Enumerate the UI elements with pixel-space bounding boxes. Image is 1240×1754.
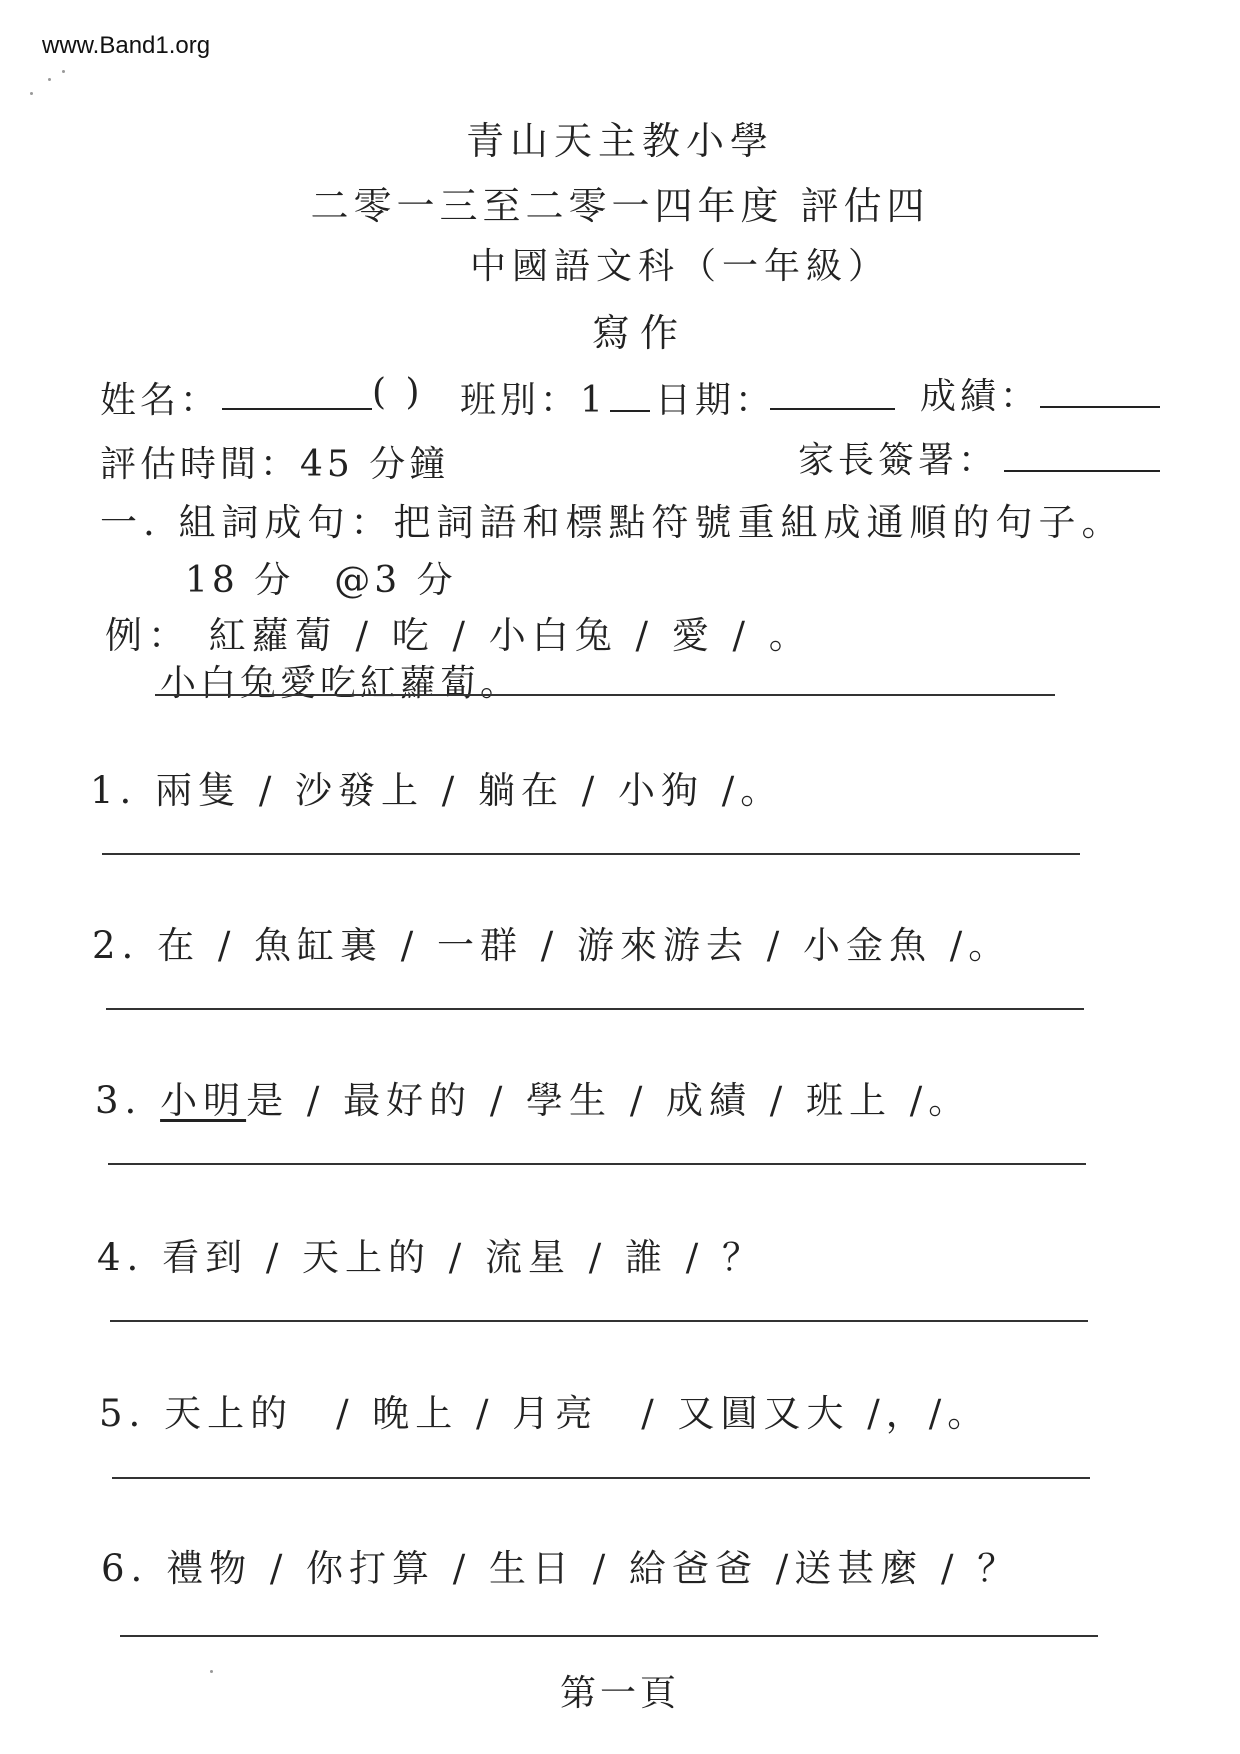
class-number-paren: ( )	[372, 372, 424, 413]
scan-speck	[62, 70, 65, 73]
question-3-rest: 是 / 最好的 / 學生 / 成績 / 班上 /。	[246, 1079, 972, 1122]
question-3	[95, 1070, 971, 1124]
scan-speck	[30, 92, 33, 95]
question-4: 4. 看到 / 天上的 / 流星 / 誰 / ？	[97, 1236, 766, 1279]
school-name: 青山天主教小學	[465, 119, 774, 163]
name-blank[interactable]	[222, 378, 372, 410]
answer-line-3[interactable]	[108, 1163, 1086, 1165]
example-prompt: 例： 紅蘿蔔 / 吃 / 小白兔 / 愛 / 。	[105, 614, 812, 657]
question-6: 6. 禮物 / 你打算 / 生日 / 給爸爸 /送甚麼 / ？	[101, 1547, 1021, 1590]
scan-speck	[210, 1670, 213, 1673]
question-1: 1. 兩隻 / 沙發上 / 躺在 / 小狗 /。	[90, 769, 784, 812]
answer-line-1[interactable]	[102, 853, 1080, 855]
scan-speck	[48, 78, 51, 81]
question-5: 5. 天上的 / 晚上 / 月亮 / 又圓又大 /，/。	[99, 1392, 991, 1435]
example-answer: 小白兔愛吃紅蘿蔔。	[160, 663, 521, 704]
class-label: 班別：1	[460, 380, 607, 421]
time-label: 評估時間：45 分鐘	[100, 444, 450, 485]
answer-line-5[interactable]	[112, 1477, 1090, 1479]
date-blank[interactable]	[770, 378, 895, 410]
parent-signature-blank[interactable]	[1004, 440, 1160, 472]
section-marks: 18 分 @3 分	[185, 560, 457, 601]
score-label: 成績：	[920, 376, 1041, 417]
paper-title: 寫作	[591, 311, 688, 355]
subject-title: 中國語文科（一年級）	[469, 246, 890, 287]
section-title: 一. 組詞成句：把詞語和標點符號重組成通順的句子。	[100, 501, 1125, 544]
answer-line-2[interactable]	[106, 1008, 1084, 1010]
name-label: 姓名：	[100, 380, 221, 421]
parent-signature-label: 家長簽署：	[798, 440, 999, 481]
question-3-underlined-name: 小明	[160, 1079, 247, 1122]
term-title: 二零一三至二零一四年度 評估四	[310, 184, 930, 228]
date-label: 日期：	[655, 380, 776, 421]
answer-line-6[interactable]	[120, 1635, 1098, 1637]
answer-line-4[interactable]	[110, 1320, 1088, 1322]
page-number: 第一頁	[559, 1673, 680, 1714]
question-3-number: 3.	[95, 1079, 161, 1122]
score-blank[interactable]	[1040, 376, 1160, 408]
example-answer-line	[155, 694, 1055, 696]
watermark-url: www.Band1.org	[42, 32, 211, 59]
class-blank[interactable]	[610, 380, 650, 412]
question-2: 2. 在 / 魚缸裏 / 一群 / 游來游去 / 小金魚 /。	[92, 924, 1012, 967]
